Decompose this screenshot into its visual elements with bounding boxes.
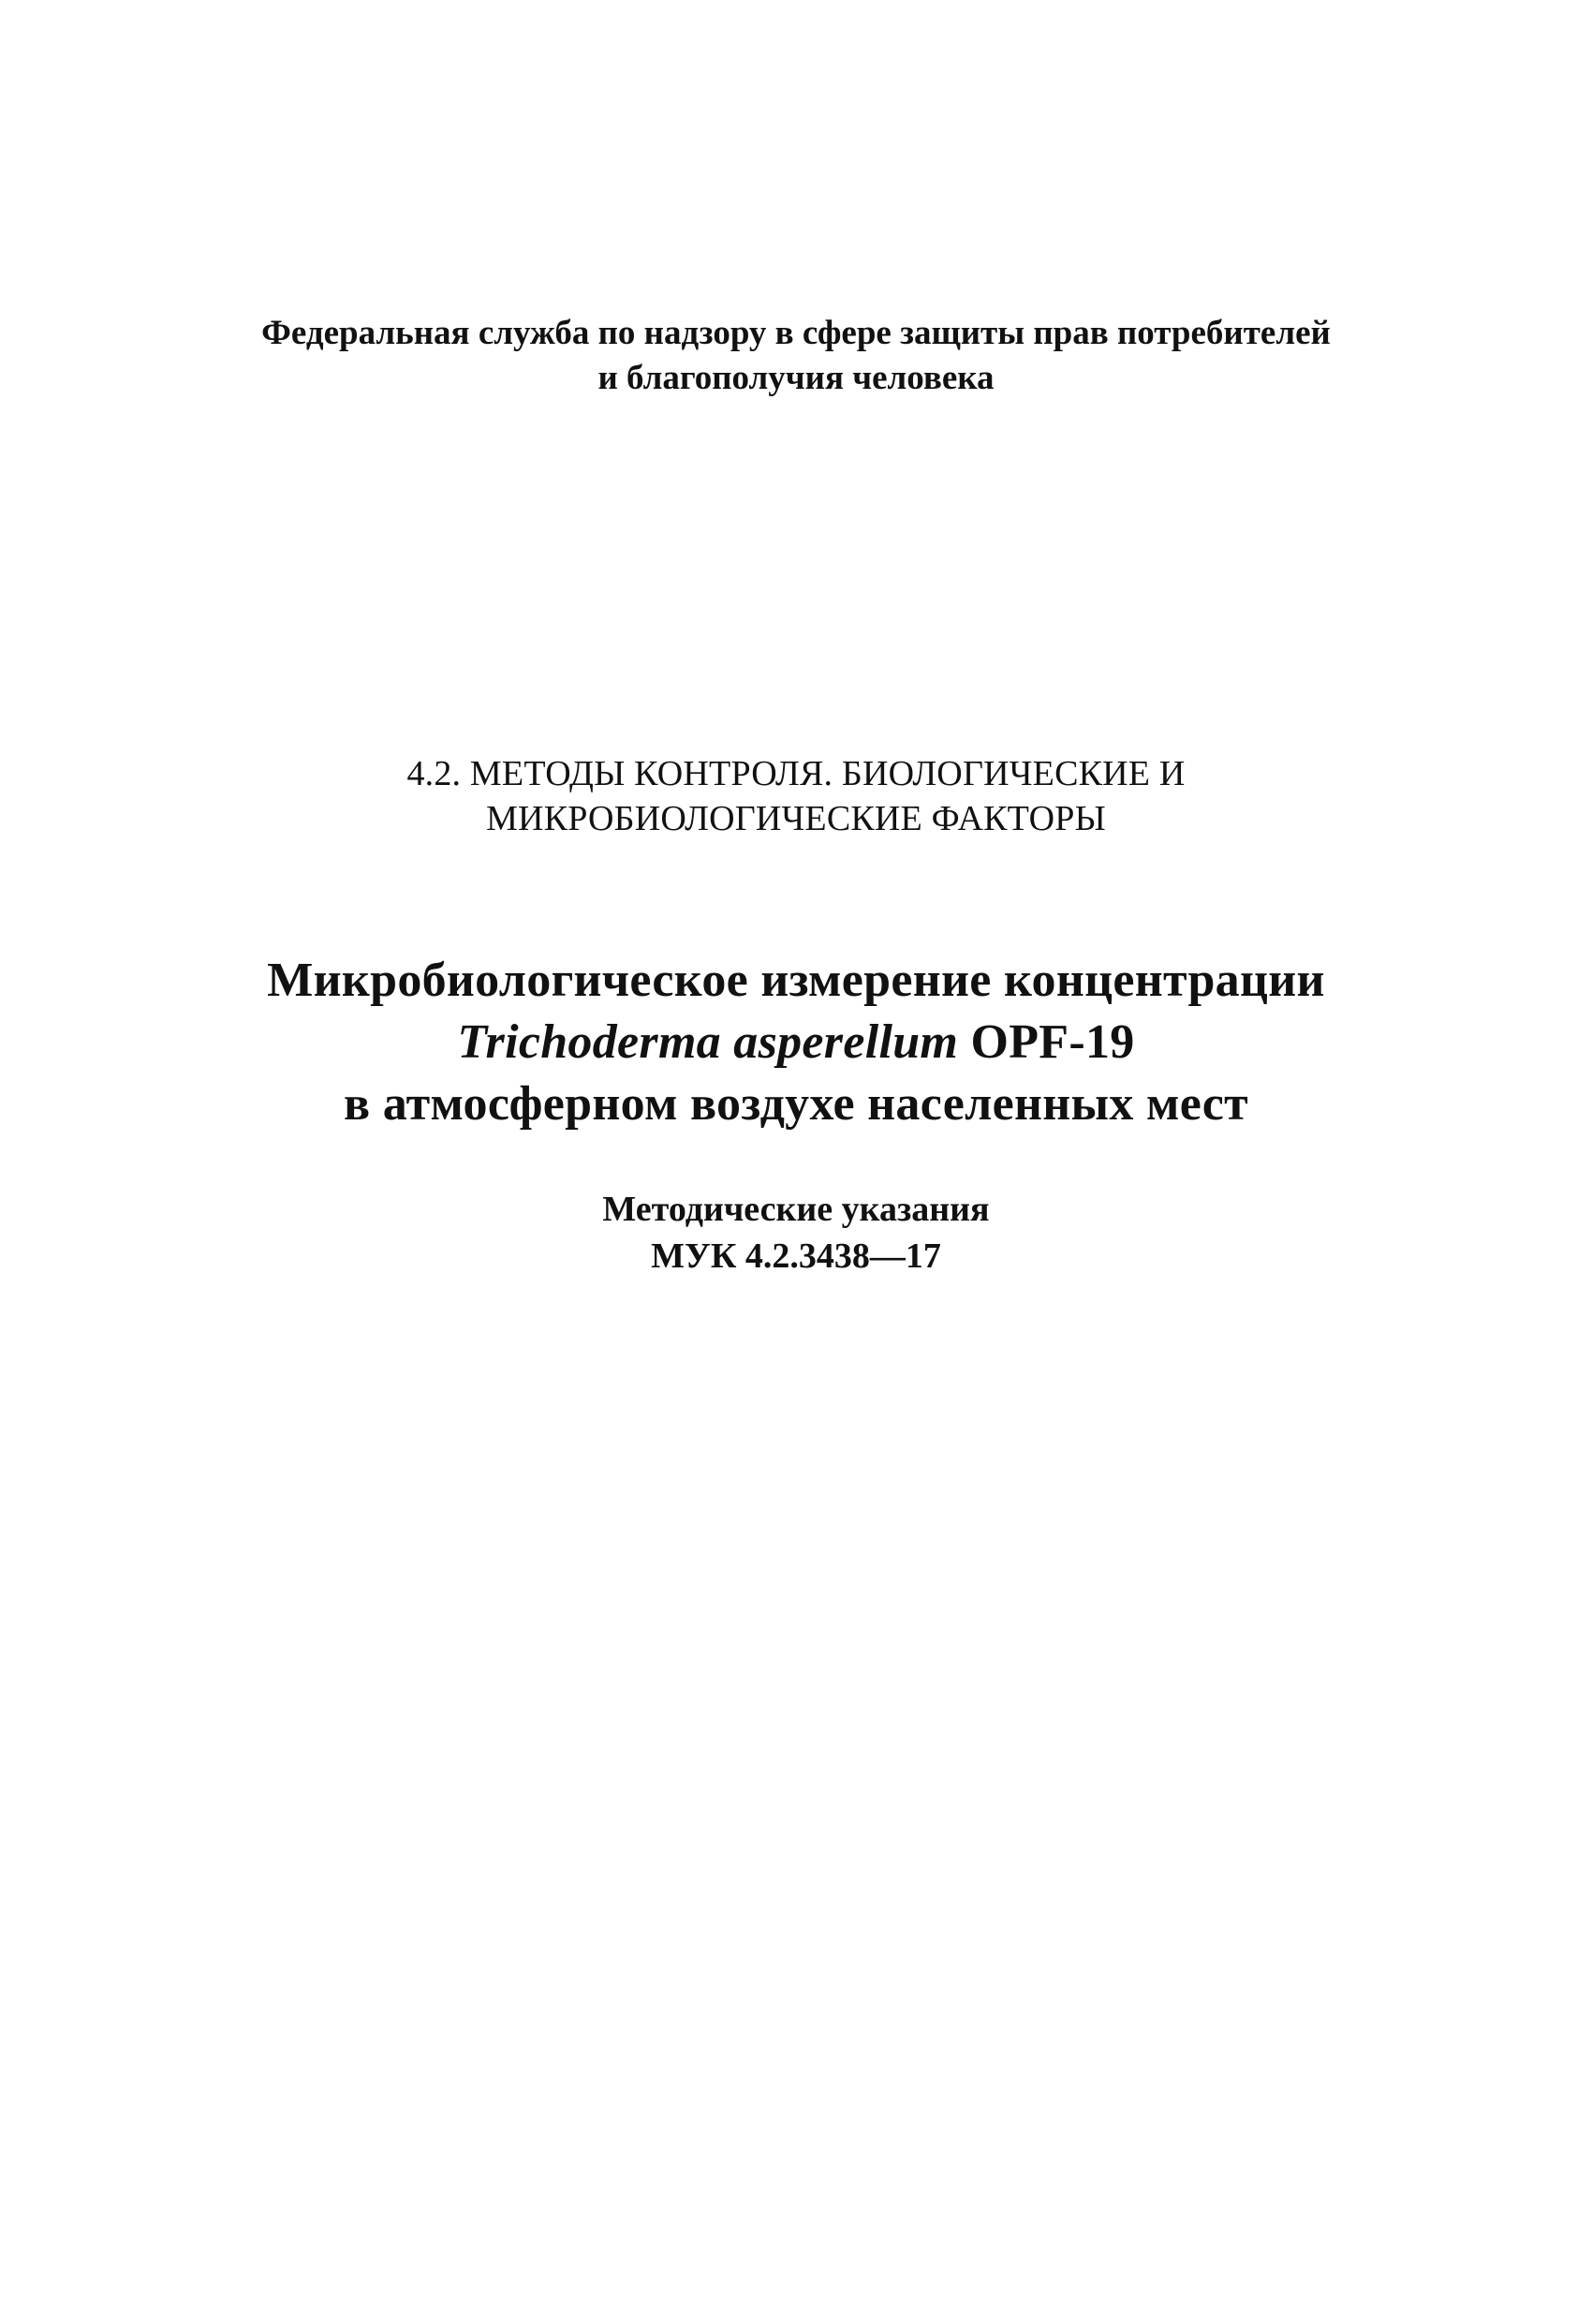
- document-code: МУК 4.2.3438—17: [651, 1236, 941, 1276]
- document-subtitle: [0, 1186, 1592, 1280]
- section-line-2: МИКРОБИОЛОГИЧЕСКИЕ ФАКТОРЫ: [486, 799, 1106, 838]
- title-line-1: Микробиологическое измерение концентрации: [267, 954, 1325, 1007]
- subtitle-line-1: Методические указания: [602, 1190, 990, 1229]
- agency-line-2: и благополучия человека: [597, 359, 995, 397]
- section-heading: [0, 751, 1592, 841]
- agency-header: [0, 311, 1592, 401]
- title-line-2: [0, 1012, 1592, 1073]
- species-name: Trichoderma asperellum: [457, 1015, 959, 1069]
- strain-name: OPF-19: [958, 1015, 1135, 1069]
- title-line-3: в атмосферном воздухе населенных мест: [344, 1077, 1248, 1131]
- agency-line-1: Федеральная служба по надзору в сфере защиты прав потребителей: [261, 314, 1331, 352]
- document-title: [0, 950, 1592, 1135]
- section-line-1: 4.2. МЕТОДЫ КОНТРОЛЯ. БИОЛОГИЧЕСКИЕ И: [406, 754, 1186, 793]
